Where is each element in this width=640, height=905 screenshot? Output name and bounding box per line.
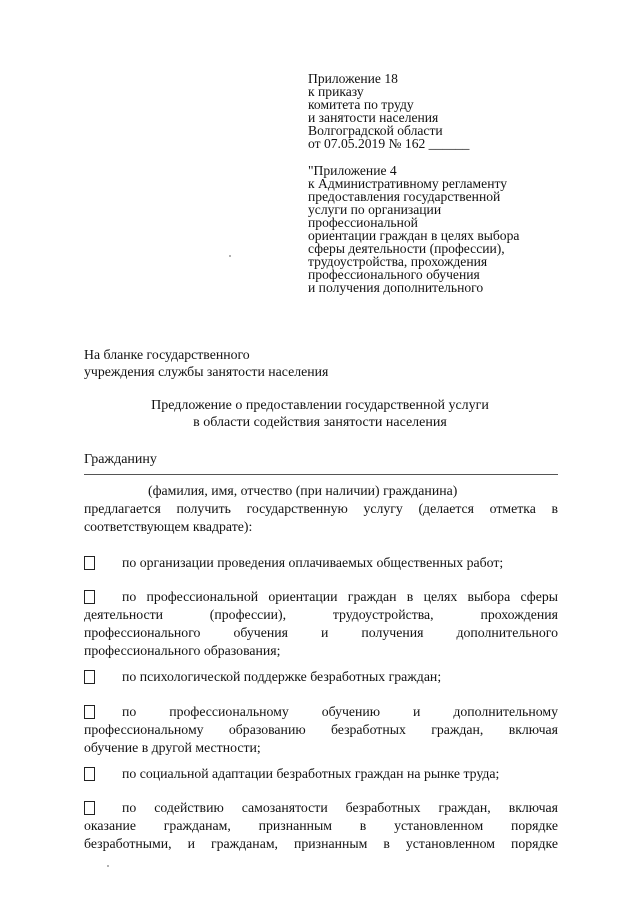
letterhead-line: На бланке государственного: [84, 347, 250, 362]
option-line: профессионального образования;: [84, 643, 281, 658]
greeting: Гражданину: [84, 452, 157, 467]
title-line: Предложение о предоставлении государственной услуги: [151, 398, 489, 413]
name-caption: (фамилия, имя, отчество (при наличии) гражданина): [148, 483, 458, 498]
option-checkbox[interactable]: [84, 670, 95, 684]
option-line: по психологической поддержке безработных граждан;: [122, 669, 442, 684]
offer-line: соответствующем квадрате):: [84, 519, 253, 534]
appendix-4-line: предоставления государственной: [308, 189, 501, 204]
letterhead-note: [84, 346, 328, 380]
option-line: по социальной адаптации безработных граждан на рынке труда;: [122, 766, 500, 781]
document-title: [84, 397, 556, 431]
option-line: оказание гражданам, признанным в установленном порядке: [84, 818, 558, 833]
appendix-4-line: ориентации граждан в целях выбора: [308, 228, 520, 243]
appendix-4-line: и получения дополнительного: [308, 280, 484, 295]
appendix-18-header: [308, 72, 469, 150]
appendix-18-line: Приложение 18: [308, 71, 398, 86]
option-checkbox[interactable]: [84, 590, 95, 604]
option-line: по организации проведения оплачиваемых общественных работ;: [122, 555, 504, 570]
scan-speck: [229, 255, 231, 257]
appendix-18-line: Волгоградской области: [308, 123, 443, 138]
option-checkbox[interactable]: [84, 801, 95, 815]
appendix-4-line: профессионального обучения: [308, 267, 480, 282]
appendix-18-line: от 07.05.2019 № 162 ______: [308, 136, 470, 151]
option-line: обучение в другой местности;: [84, 740, 261, 755]
appendix-18-line: к приказу: [308, 84, 364, 99]
letterhead-line: учреждения службы занятости населения: [84, 364, 329, 379]
option-line: профессионального обучения и получения дополнительного: [84, 625, 558, 640]
appendix-4-line: к Административному регламенту: [308, 176, 508, 191]
title-line: в области содействия занятости населения: [193, 415, 447, 430]
option-line: безработными, и гражданам, признанным в установленном порядке: [84, 836, 558, 851]
appendix-4-line: услуги по организации: [308, 202, 442, 217]
appendix-4-line: профессиональной: [308, 215, 418, 230]
appendix-18-line: комитета по труду: [308, 97, 414, 112]
appendix-4-header: [308, 164, 519, 294]
offer-line: предлагается получить государственную услугу (делается отметка в: [84, 501, 558, 516]
option-line: по профессиональному обучению и дополнительному: [122, 704, 558, 719]
option-checkbox[interactable]: [84, 705, 95, 719]
option-checkbox[interactable]: [84, 767, 95, 781]
name-fill-line[interactable]: [84, 474, 558, 475]
option-line: по содействию самозанятости безработных граждан, включая: [122, 800, 558, 815]
offer-text: [84, 500, 558, 536]
appendix-4-line: сферы деятельности (профессии),: [308, 241, 505, 256]
option-checkbox[interactable]: [84, 556, 95, 570]
appendix-4-line: трудоустройства, прохождения: [308, 254, 488, 269]
option-line: профессиональному образованию безработных граждан, включая: [84, 722, 558, 737]
appendix-18-line: и занятости населения: [308, 110, 439, 125]
option-line: деятельности (профессии), трудоустройства, прохождения: [84, 607, 558, 622]
appendix-4-line: "Приложение 4: [308, 163, 397, 178]
option-line: по профессиональной ориентации граждан в целях выбора сферы: [122, 589, 558, 604]
scan-speck: [107, 865, 109, 867]
